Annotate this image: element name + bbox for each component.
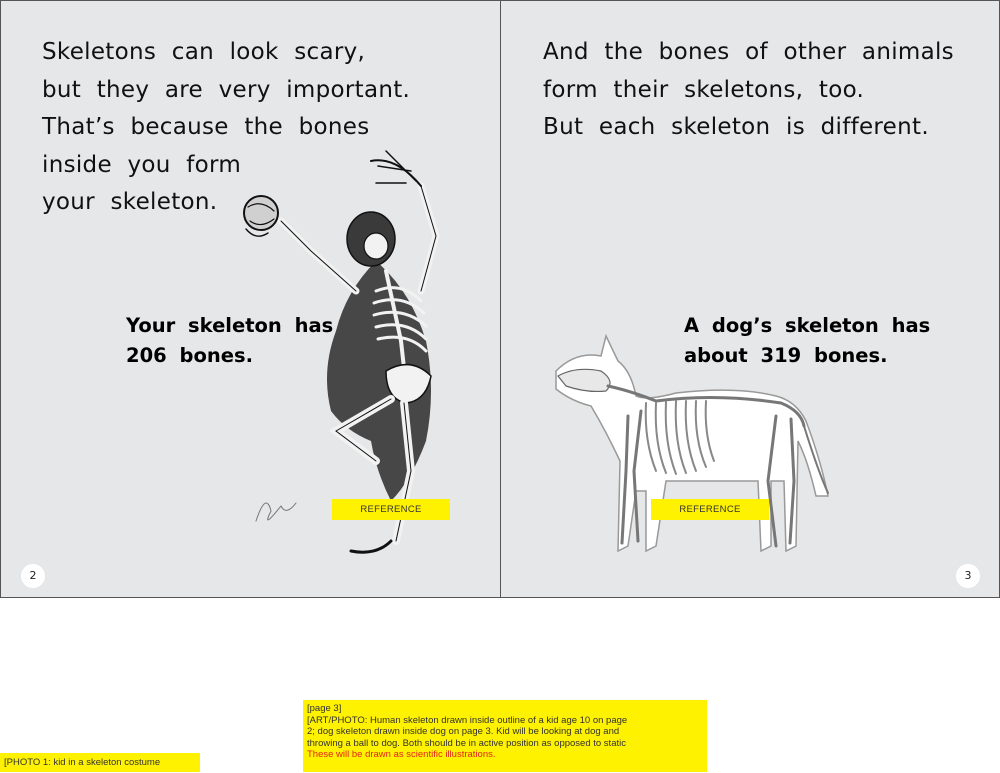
note-line-red: These will be drawn as scientific illustrations. — [307, 749, 496, 760]
note-line: [page 3] — [307, 703, 342, 714]
text-line: your skeleton. — [42, 189, 218, 215]
photo-note — [0, 753, 200, 772]
note-line: 2; dog skeleton drawn inside dog on page 3. Kid will be looking at dog and — [307, 726, 620, 737]
text-line: Skeletons can look scary, — [42, 39, 366, 65]
text-line: That’s because the bones — [42, 114, 370, 140]
callout-line: 206 bones. — [126, 344, 253, 367]
left-paragraph — [42, 34, 410, 222]
callout-line: about 319 bones. — [684, 344, 888, 367]
art-note — [303, 700, 707, 772]
note-line: throwing a ball to dog. Both should be in active position as opposed to static — [307, 737, 626, 749]
right-paragraph — [543, 34, 954, 147]
right-callout — [684, 311, 930, 371]
text-line: inside you form — [42, 151, 242, 178]
text-line: but they are very important. — [42, 76, 411, 103]
text-line: And the bones of other animals — [543, 39, 954, 65]
left-callout — [126, 311, 333, 371]
page-number: 2 — [21, 564, 45, 588]
text-line: form their skeletons, too. — [543, 76, 865, 103]
callout-line: Your skeleton has — [126, 314, 334, 337]
callout-line: A dog’s skeleton has — [684, 314, 931, 337]
text-line: But each skeleton is different. — [543, 114, 929, 140]
page-3 — [500, 0, 1000, 598]
reference-tag: REFERENCE — [332, 499, 450, 520]
photo-note-text: [PHOTO 1: kid in a skeleton costume — [4, 757, 161, 768]
note-line: [ART/PHOTO: Human skeleton drawn inside outline of a kid age 10 on page — [307, 714, 628, 726]
page-number: 3 — [956, 564, 980, 588]
reference-tag: REFERENCE — [651, 499, 769, 520]
page-2 — [0, 0, 501, 598]
